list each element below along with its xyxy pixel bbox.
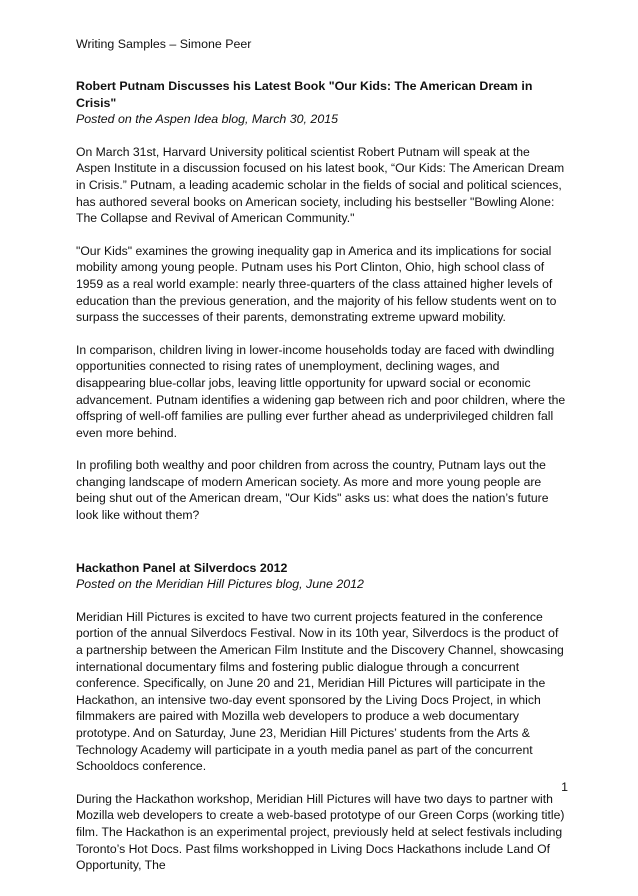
article-byline: Posted on the Aspen Idea blog, March 30, 2015 bbox=[76, 112, 338, 127]
article-title: Robert Putnam Discusses his Latest Book "Our Kids: The American Dream in Crisis" bbox=[76, 79, 533, 110]
page-header: Writing Samples – Simone Peer bbox=[76, 37, 252, 51]
article-title: Hackathon Panel at Silverdocs 2012 bbox=[76, 560, 288, 575]
article-putnam bbox=[76, 78, 566, 524]
article-paragraph: "Our Kids" examines the growing inequality gap in America and its implications for social mobility among young people. Putnam uses his Port Clinton, Ohio, high school class of 1959 as a real world example: nearly three-quarters of the class attained higher levels of education than the previous generation, and the majority of his fellow students went on to surpass the successes of their parents, demonstrating extreme upward mobility. bbox=[76, 243, 557, 325]
article-paragraph: On March 31st, Harvard University political scientist Robert Putnam will speak at the Aspen Institute in a discussion focused on his latest book, “Our Kids: The American Dream in Crisis.” Putnam, a leading academic scholar in the fields of social and political sciences, has authored several books on American society, including his bestseller "Bowling Alone: The Collapse and Revival of American Community." bbox=[76, 144, 565, 226]
article-paragraph: In profiling both wealthy and poor children from across the country, Putnam lays out the changing landscape of modern American society. As more and more young people are being shut out of the American dream, "Our Kids" asks us: what does the nation’s future look like without them? bbox=[76, 458, 549, 523]
article-paragraph: In comparison, children living in lower-income households today are faced with dwindling opportunities connected to rising rates of unemployment, declining wages, and disappearing blue-collar jobs, leaving little opportunity for upward social or economic advancement. Putnam identifies a widening gap between rich and poor children, where the offspring of well-off families are pulling ever further ahead as underprivileged children fall even more behind. bbox=[76, 342, 566, 440]
article-paragraph: During the Hackathon workshop, Meridian Hill Pictures will have two days to partner with Mozilla web developers to create a web-based prototype of our Green Corps (working title) film. The Hackathon is an experimental project, previously held at select festivals including Toronto’s Hot Docs. Past films workshopped in Living Docs Hackathons include Land Of Opportunity, The bbox=[76, 791, 565, 873]
article-hackathon bbox=[76, 560, 566, 874]
document-page bbox=[76, 36, 566, 896]
article-paragraph: Meridian Hill Pictures is excited to have two current projects featured in the conference portion of the annual Silverdocs Festival. Now in its 10th year, Silverdocs is the product of a partnership between the American Film Institute and the Discovery Channel, showcasing international documentary films and fostering public dialogue through a concurrent conference. Specifically, on June 20 and 21, Meridian Hill Pictures will participate in the Hackathon, an intensive two-day event sponsored by the Living Docs Project, in which filmmakers are paired with Mozilla web developers to produce a web documentary prototype. And on Saturday, June 23, Meridian Hill Pictures’ students from the Arts & Technology Academy will participate in a youth media panel as part of the concurrent Schooldocs conference. bbox=[76, 609, 564, 774]
article-byline: Posted on the Meridian Hill Pictures blog, June 2012 bbox=[76, 577, 364, 592]
page-number: 1 bbox=[561, 780, 568, 794]
